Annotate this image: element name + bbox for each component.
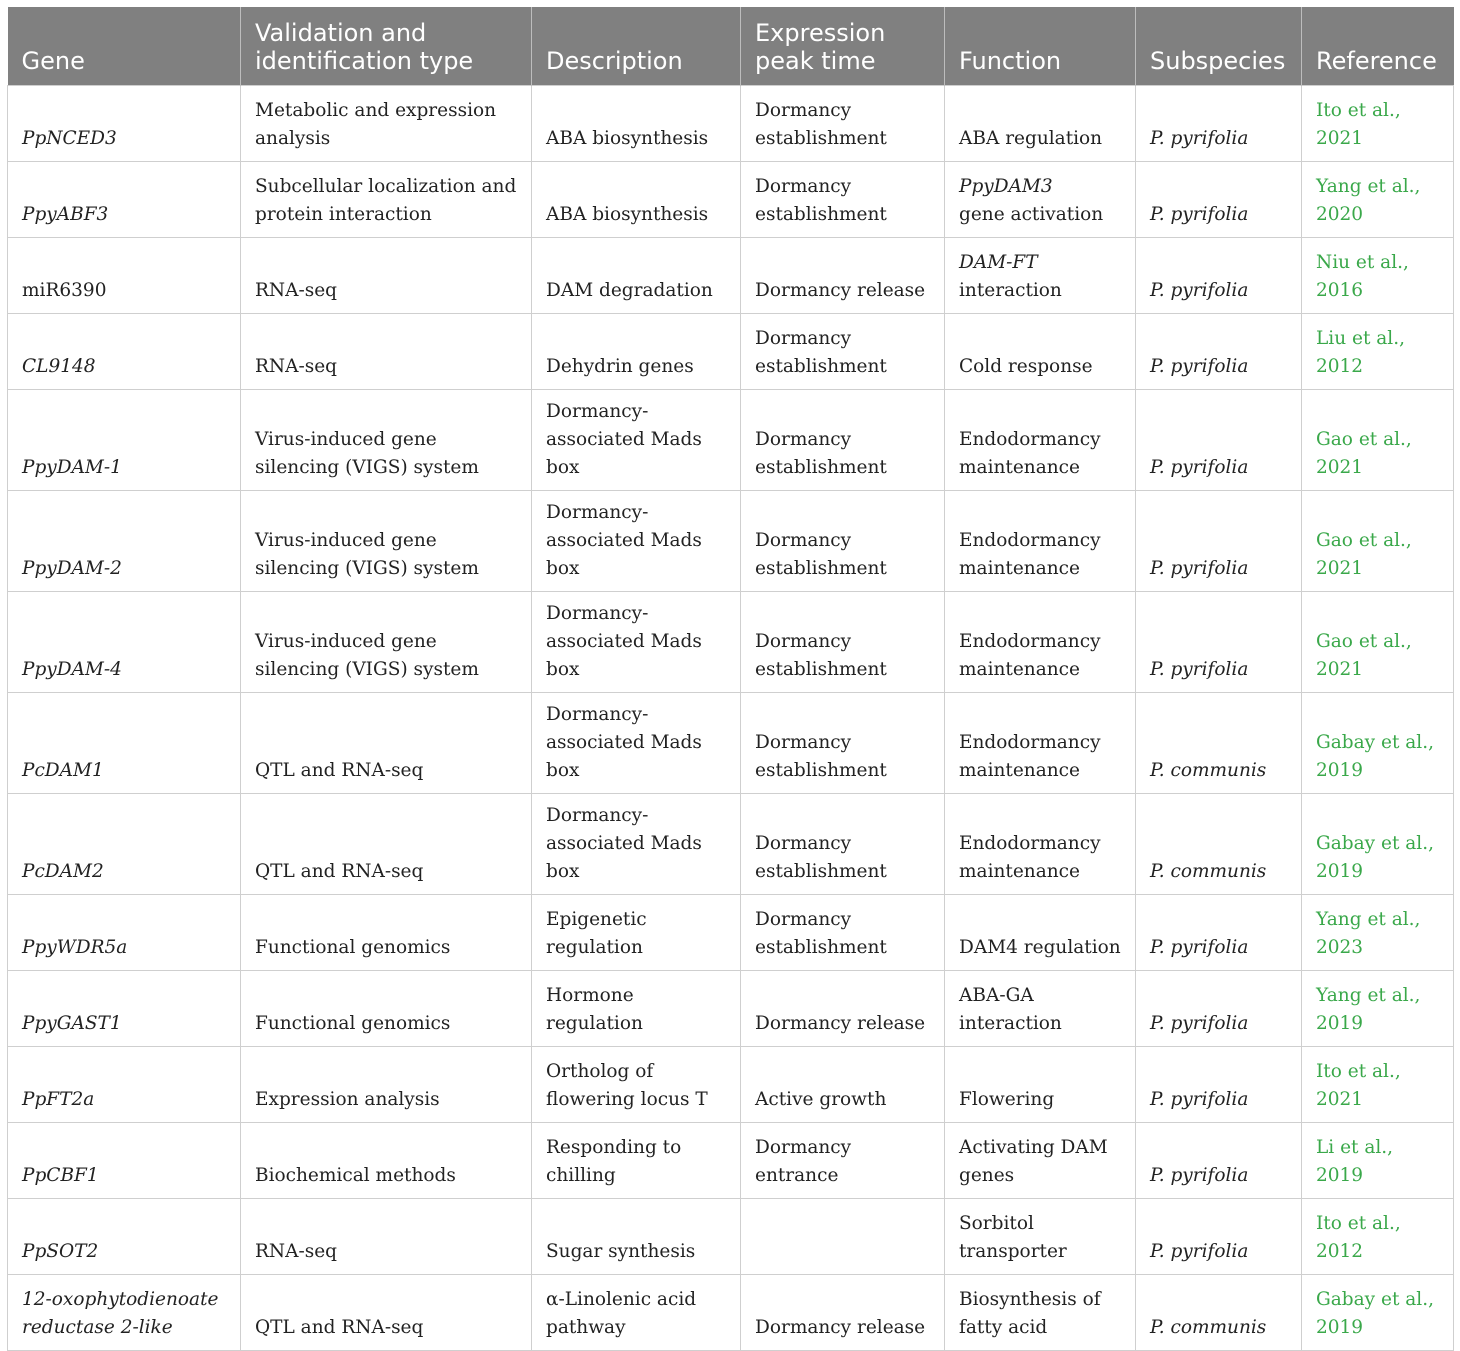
header-row [8, 7, 1454, 86]
reference-link[interactable]: Gao et al., 2021 [1302, 491, 1454, 592]
cell-validation: Virus-induced gene silencing (VIGS) system [241, 491, 532, 592]
cell-validation: Virus-induced gene silencing (VIGS) system [241, 390, 532, 491]
cell-subspecies: P. pyrifolia [1136, 971, 1302, 1047]
function-text: Endodormancy maintenance [959, 833, 1101, 882]
reference-link[interactable]: Li et al., 2019 [1302, 1123, 1454, 1199]
cell-subspecies: P. pyrifolia [1136, 238, 1302, 314]
function-text: Biosynthesis of fatty acid [959, 1289, 1101, 1338]
cell-function [945, 1123, 1136, 1199]
function-text: interaction [959, 280, 1062, 301]
cell-peak-time: Dormancy establishment [741, 592, 945, 693]
cell-function [945, 1275, 1136, 1351]
reference-link[interactable]: Yang et al., 2020 [1302, 162, 1454, 238]
cell-validation: RNA-seq [241, 1199, 532, 1275]
function-text: Endodormancy maintenance [959, 732, 1101, 781]
table-row [8, 162, 1454, 238]
cell-validation: Expression analysis [241, 1047, 532, 1123]
function-text: Endodormancy maintenance [959, 530, 1101, 579]
table-row [8, 491, 1454, 592]
reference-link[interactable]: Ito et al., 2012 [1302, 1199, 1454, 1275]
cell-peak-time: Dormancy establishment [741, 491, 945, 592]
cell-gene: PcDAM2 [8, 794, 241, 895]
cell-validation: QTL and RNA-seq [241, 693, 532, 794]
gene-table-container [7, 7, 1453, 1351]
cell-subspecies: P. pyrifolia [1136, 1199, 1302, 1275]
cell-function [945, 971, 1136, 1047]
cell-description: Dormancy-associated Mads box [532, 693, 741, 794]
cell-function [945, 592, 1136, 693]
table-body [8, 86, 1454, 1351]
cell-validation: Functional genomics [241, 971, 532, 1047]
cell-peak-time: Dormancy establishment [741, 390, 945, 491]
cell-subspecies: P. communis [1136, 1275, 1302, 1351]
table-row [8, 238, 1454, 314]
cell-subspecies: P. pyrifolia [1136, 162, 1302, 238]
cell-function [945, 390, 1136, 491]
table-row [8, 794, 1454, 895]
cell-function [945, 895, 1136, 971]
reference-link[interactable]: Gao et al., 2021 [1302, 592, 1454, 693]
reference-link[interactable]: Gao et al., 2021 [1302, 390, 1454, 491]
cell-description: Dehydrin genes [532, 314, 741, 390]
header-peak-time: Expression peak time [741, 7, 945, 86]
cell-gene: PpSOT2 [8, 1199, 241, 1275]
cell-subspecies: P. pyrifolia [1136, 1047, 1302, 1123]
gene-table [7, 7, 1454, 1351]
function-gene-name: DAM-FT [959, 252, 1038, 273]
cell-peak-time: Dormancy establishment [741, 794, 945, 895]
table-row [8, 1047, 1454, 1123]
cell-peak-time: Dormancy establishment [741, 86, 945, 162]
table-row [8, 1275, 1454, 1351]
cell-gene: PpyWDR5a [8, 895, 241, 971]
table-row [8, 693, 1454, 794]
reference-link[interactable]: Gabay et al., 2019 [1302, 693, 1454, 794]
cell-description: ABA biosynthesis [532, 162, 741, 238]
cell-gene: PcDAM1 [8, 693, 241, 794]
cell-subspecies: P. pyrifolia [1136, 895, 1302, 971]
function-gene-name: PpyDAM3 [959, 176, 1053, 197]
table-row [8, 895, 1454, 971]
cell-description: DAM degradation [532, 238, 741, 314]
function-text: Endodormancy maintenance [959, 631, 1101, 680]
cell-validation: Virus-induced gene silencing (VIGS) system [241, 592, 532, 693]
cell-description: α-Linolenic acid pathway [532, 1275, 741, 1351]
function-text: Endodormancy maintenance [959, 429, 1101, 478]
cell-subspecies: P. communis [1136, 794, 1302, 895]
cell-validation: RNA-seq [241, 314, 532, 390]
cell-description: Dormancy-associated Mads box [532, 390, 741, 491]
cell-description: ABA biosynthesis [532, 86, 741, 162]
cell-peak-time: Dormancy establishment [741, 314, 945, 390]
cell-subspecies: P. pyrifolia [1136, 390, 1302, 491]
table-row [8, 971, 1454, 1047]
cell-peak-time: Dormancy release [741, 238, 945, 314]
function-text: gene activation [959, 204, 1104, 225]
cell-description: Responding to chilling [532, 1123, 741, 1199]
function-text: Sorbitol transporter [959, 1213, 1067, 1262]
reference-link[interactable]: Yang et al., 2023 [1302, 895, 1454, 971]
cell-function [945, 794, 1136, 895]
cell-gene: miR6390 [8, 238, 241, 314]
cell-gene: PpNCED3 [8, 86, 241, 162]
table-row [8, 314, 1454, 390]
cell-gene: PpyDAM-1 [8, 390, 241, 491]
cell-function [945, 162, 1136, 238]
cell-function [945, 238, 1136, 314]
cell-description: Ortholog of flowering locus T [532, 1047, 741, 1123]
header-subspecies: Subspecies [1136, 7, 1302, 86]
cell-peak-time: Dormancy establishment [741, 895, 945, 971]
cell-description: Dormancy-associated Mads box [532, 794, 741, 895]
function-text: Flowering [959, 1089, 1055, 1110]
reference-link[interactable]: Ito et al., 2021 [1302, 86, 1454, 162]
cell-function [945, 86, 1136, 162]
cell-peak-time: Dormancy establishment [741, 693, 945, 794]
cell-validation: Biochemical methods [241, 1123, 532, 1199]
cell-gene: CL9148 [8, 314, 241, 390]
cell-function [945, 693, 1136, 794]
cell-description: Dormancy-associated Mads box [532, 592, 741, 693]
cell-description: Sugar synthesis [532, 1199, 741, 1275]
reference-link[interactable]: Gabay et al., 2019 [1302, 1275, 1454, 1351]
reference-link[interactable]: Liu et al., 2012 [1302, 314, 1454, 390]
table-row [8, 86, 1454, 162]
function-text: ABA regulation [959, 128, 1103, 149]
header-gene: Gene [8, 7, 241, 86]
cell-subspecies: P. pyrifolia [1136, 314, 1302, 390]
cell-peak-time: Dormancy release [741, 971, 945, 1047]
cell-validation: QTL and RNA-seq [241, 794, 532, 895]
table-row [8, 1123, 1454, 1199]
cell-validation: Metabolic and expression analysis [241, 86, 532, 162]
cell-validation: QTL and RNA-seq [241, 1275, 532, 1351]
cell-gene: PpyGAST1 [8, 971, 241, 1047]
header-function: Function [945, 7, 1136, 86]
cell-validation: Functional genomics [241, 895, 532, 971]
cell-subspecies: P. communis [1136, 693, 1302, 794]
reference-link[interactable]: Yang et al., 2019 [1302, 971, 1454, 1047]
table-row [8, 592, 1454, 693]
reference-link[interactable]: Niu et al., 2016 [1302, 238, 1454, 314]
cell-subspecies: P. pyrifolia [1136, 592, 1302, 693]
header-description: Description [532, 7, 741, 86]
cell-gene: 12-oxophytodienoate reductase 2-like [8, 1275, 241, 1351]
function-text: Cold response [959, 356, 1093, 377]
cell-gene: PpCBF1 [8, 1123, 241, 1199]
cell-gene: PpyDAM-4 [8, 592, 241, 693]
cell-peak-time: Dormancy establishment [741, 162, 945, 238]
cell-gene: PpyDAM-2 [8, 491, 241, 592]
function-text: Activating DAM genes [959, 1137, 1108, 1186]
cell-subspecies: P. pyrifolia [1136, 1123, 1302, 1199]
cell-validation: Subcellular localization and protein interaction [241, 162, 532, 238]
cell-description: Epigenetic regulation [532, 895, 741, 971]
cell-peak-time: Dormancy release [741, 1275, 945, 1351]
cell-description: Dormancy-associated Mads box [532, 491, 741, 592]
table-row [8, 390, 1454, 491]
cell-peak-time: Active growth [741, 1047, 945, 1123]
function-text: DAM4 regulation [959, 937, 1121, 958]
reference-link[interactable]: Gabay et al., 2019 [1302, 794, 1454, 895]
reference-link[interactable]: Ito et al., 2021 [1302, 1047, 1454, 1123]
cell-description: Hormone regulation [532, 971, 741, 1047]
cell-validation: RNA-seq [241, 238, 532, 314]
cell-gene: PpFT2a [8, 1047, 241, 1123]
header-reference: Reference [1302, 7, 1454, 86]
cell-peak-time: Dormancy entrance [741, 1123, 945, 1199]
cell-function [945, 491, 1136, 592]
cell-gene: PpyABF3 [8, 162, 241, 238]
cell-function [945, 1047, 1136, 1123]
cell-function [945, 314, 1136, 390]
function-text: ABA-GA interaction [959, 985, 1062, 1034]
cell-subspecies: P. pyrifolia [1136, 491, 1302, 592]
cell-subspecies: P. pyrifolia [1136, 86, 1302, 162]
header-validation: Validation and identification type [241, 7, 532, 86]
